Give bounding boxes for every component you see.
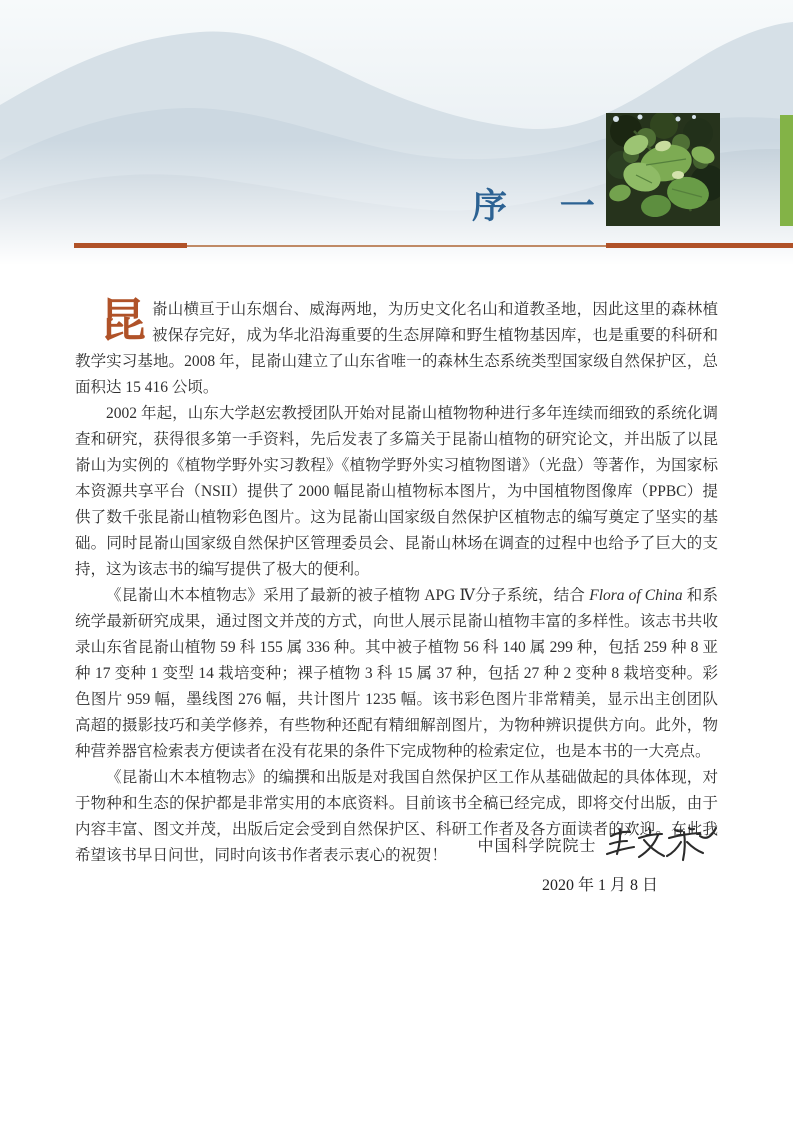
body-run: 2002 年起，山东大学赵宏教授团队开始对昆嵛山植物物种进行多年连续而细致的系统化调查和研究，获得很多第一手资料，先后发表了多篇关于昆嵛山植物的研究论文，并出版了以昆嵛山为实例的《植物学野外实习教程》《植物学野外实习植物图谱》（光盘）等著作，为国家标本资源共享平台（NSII）提供了 2000 幅昆嵛山植物标本图片，为中国植物图像库（PPBC）提供了数千张昆嵛山植物彩色图片。这为昆嵛山国家级自然保护区植物志的编写奠定了坚实的基础。同时昆嵛山国家级自然保护区管理委员会、昆嵛山林场在调查的过程中也给予了巨大的支持，这为该志书的编写提供了极大的便利。	[75, 405, 718, 578]
body-run: 嵛山横亘于山东烟台、威海两地，为历史文化名山和道教圣地，因此这里的森林植被保存完好，成为华北沿海重要的生态屏障和野生植物基因库，也是重要的科研和教学实习基地。2008 年，昆嵛山建立了山东省唯一的森林生态系统类型国家级自然保护区，总面积达 15 416 公顷。	[75, 301, 718, 396]
page-title: 序 一	[472, 187, 596, 226]
signature-role: 中国科学院院士	[477, 837, 597, 855]
green-accent-bar	[780, 115, 793, 226]
signature-block	[450, 822, 750, 895]
body-paragraph	[75, 401, 718, 583]
body-run: 和系统学最新研究成果，通过图文并茂的方式，向世人展示昆嵛山植物丰富的多样性。该志书共收录山东省昆嵛山植物 59 科 155 属 336 种。其中被子植物 56 科 140 属 299 种，包括 259 种 8 亚种 17 变种 1 变型 14 栽培变种；裸子植物 3 科 15 属 37 种，包括 27 种 2 变种 8 栽培变种。彩色图片 959 幅，墨线图 276 幅，共计图片 1235 幅。该书彩色图片非常精美，显示出主创团队高超的摄影技巧和美学修养，有些物种还配有精细解剖图片，为物种辨识提供方向。此外，物种营养器官检索表方便读者在没有花果的条件下完成物种的检索定位，也是本书的一大亮点。	[75, 587, 718, 760]
plant-photo	[606, 113, 720, 226]
body-paragraph	[75, 583, 718, 765]
body-run-italic: Flora of China	[589, 587, 683, 604]
divider-rule	[0, 243, 793, 249]
body-paragraph	[75, 297, 718, 401]
divider-thin-middle	[187, 245, 606, 247]
signature-date: 2020 年 1 月 8 日	[541, 877, 658, 894]
body-text	[75, 297, 718, 869]
handwritten-signature	[603, 822, 723, 866]
body-run: 《昆嵛山木本植物志》采用了最新的被子植物 APG Ⅳ分子系统，结合	[106, 587, 590, 604]
dropcap-character: 昆	[100, 295, 146, 346]
body-run: 《昆嵛山木本植物志》的编撰和出版是对我国自然保护区工作从基础做起的具体体现，对于物种和生态的保护都是非常实用的本底资料。目前该书全稿已经完成，即将交付出版，由于内容丰富、图文并茂，出版后定会受到自然保护区、科研工作者及各方面读者的欢迎。在此我希望该书早日问世，同时向该书作者表示衷心的祝贺！	[75, 769, 718, 864]
divider-thick-left	[74, 243, 187, 248]
divider-thick-right	[606, 243, 793, 248]
signature-row	[450, 822, 750, 866]
